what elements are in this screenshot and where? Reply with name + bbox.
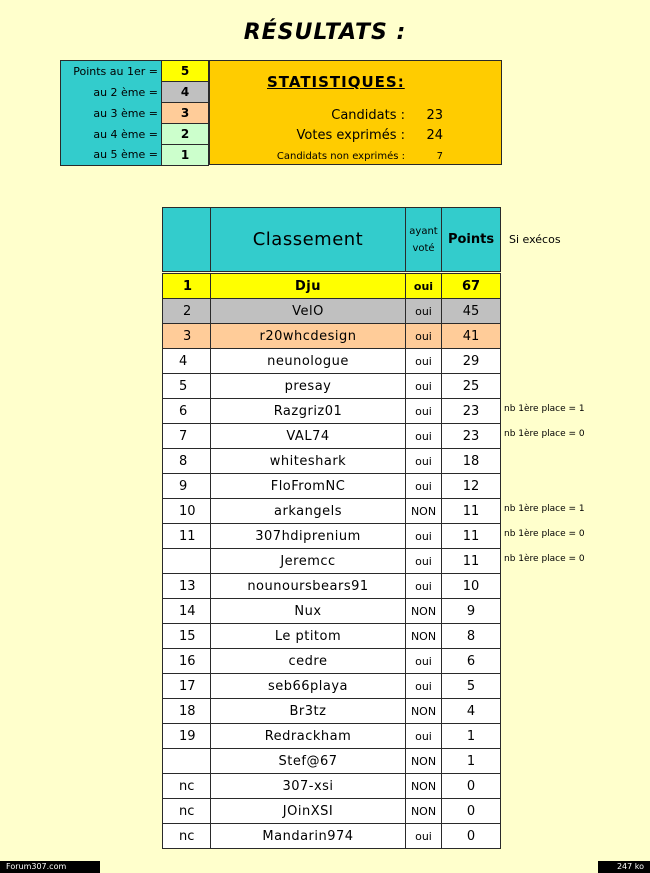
row-voted: oui	[406, 824, 442, 849]
footer-site: Forum307.com	[0, 861, 100, 873]
table-row	[163, 649, 501, 674]
row-points: 0	[442, 774, 501, 799]
row-points: 23	[442, 424, 501, 449]
table-row	[163, 599, 501, 624]
legend-label: au 3 ème =	[61, 103, 162, 124]
row-points: 4	[442, 699, 501, 724]
table-row	[163, 324, 501, 349]
row-name: VAL74	[211, 424, 406, 449]
table-row	[163, 549, 501, 574]
row-points: 29	[442, 349, 501, 374]
row-rank: 1	[163, 274, 211, 299]
row-rank: 7	[163, 424, 211, 449]
row-name: 307-xsi	[211, 774, 406, 799]
row-name: nounoursbears91	[211, 574, 406, 599]
row-points: 1	[442, 749, 501, 774]
row-points: 12	[442, 474, 501, 499]
row-name: arkangels	[211, 499, 406, 524]
row-points: 18	[442, 449, 501, 474]
table-row	[163, 674, 501, 699]
row-rank: nc	[163, 799, 211, 824]
row-voted: NON	[406, 599, 442, 624]
row-name: Razgriz01	[211, 399, 406, 424]
row-rank: 10	[163, 499, 211, 524]
row-name: Nux	[211, 599, 406, 624]
legend-value: 5	[162, 61, 209, 82]
table-row	[163, 824, 501, 849]
row-rank	[163, 549, 211, 574]
footer-size: 247 ko	[598, 861, 650, 873]
row-name: Mandarin974	[211, 824, 406, 849]
table-row	[163, 699, 501, 724]
row-rank: 6	[163, 399, 211, 424]
table-row	[163, 474, 501, 499]
legend-value: 4	[162, 82, 209, 103]
row-name: JOinXSI	[211, 799, 406, 824]
header-voted: ayant voté	[406, 208, 442, 272]
row-points: 11	[442, 499, 501, 524]
row-name: FloFromNC	[211, 474, 406, 499]
legend-row	[61, 61, 209, 82]
row-rank: 13	[163, 574, 211, 599]
note: nb 1ère place = 0	[504, 529, 585, 539]
header-classement: Classement	[211, 208, 406, 272]
row-voted: oui	[406, 299, 442, 324]
row-name: 307hdiprenium	[211, 524, 406, 549]
row-name: Dju	[211, 274, 406, 299]
page-title: RÉSULTATS :	[243, 20, 407, 45]
stat-non-exprimes-value: 7	[436, 151, 443, 162]
table-row	[163, 774, 501, 799]
row-points: 8	[442, 624, 501, 649]
row-voted: NON	[406, 699, 442, 724]
row-voted: oui	[406, 574, 442, 599]
row-points: 10	[442, 574, 501, 599]
row-voted: oui	[406, 374, 442, 399]
row-voted: oui	[406, 449, 442, 474]
stat-candidats-label: Candidats :	[331, 108, 405, 123]
note: nb 1ère place = 1	[504, 504, 585, 514]
row-points: 23	[442, 399, 501, 424]
row-points: 0	[442, 799, 501, 824]
row-rank: 15	[163, 624, 211, 649]
row-name: cedre	[211, 649, 406, 674]
row-points: 1	[442, 724, 501, 749]
legend-value: 3	[162, 103, 209, 124]
row-voted: oui	[406, 349, 442, 374]
row-rank: 8	[163, 449, 211, 474]
row-rank	[163, 749, 211, 774]
legend-label: Points au 1er =	[61, 61, 162, 82]
row-voted: oui	[406, 399, 442, 424]
statistics-heading: STATISTIQUES:	[267, 73, 405, 91]
row-rank: 3	[163, 324, 211, 349]
legend-row	[61, 145, 209, 166]
table-row	[163, 574, 501, 599]
table-row	[163, 424, 501, 449]
table-row	[163, 399, 501, 424]
row-rank: 4	[163, 349, 211, 374]
row-name: r20whcdesign	[211, 324, 406, 349]
row-rank: nc	[163, 824, 211, 849]
legend-value: 2	[162, 124, 209, 145]
row-name: Redrackham	[211, 724, 406, 749]
row-rank: 5	[163, 374, 211, 399]
row-voted: NON	[406, 799, 442, 824]
row-points: 67	[442, 274, 501, 299]
stat-votes-value: 24	[426, 128, 443, 143]
row-name: Br3tz	[211, 699, 406, 724]
row-voted: NON	[406, 499, 442, 524]
row-points: 41	[442, 324, 501, 349]
legend-row	[61, 103, 209, 124]
stat-candidats-value: 23	[426, 108, 443, 123]
row-voted: oui	[406, 424, 442, 449]
row-points: 25	[442, 374, 501, 399]
row-points: 11	[442, 524, 501, 549]
table-row	[163, 374, 501, 399]
row-voted: oui	[406, 474, 442, 499]
row-rank: 16	[163, 649, 211, 674]
header-points: Points	[442, 208, 501, 272]
row-rank: 17	[163, 674, 211, 699]
table-row	[163, 349, 501, 374]
row-voted: NON	[406, 624, 442, 649]
row-name: Jeremcc	[211, 549, 406, 574]
row-voted: oui	[406, 674, 442, 699]
table-row	[163, 274, 501, 299]
row-points: 5	[442, 674, 501, 699]
header-rank	[163, 208, 211, 272]
table-row	[163, 499, 501, 524]
row-rank: 18	[163, 699, 211, 724]
row-name: whiteshark	[211, 449, 406, 474]
row-points: 6	[442, 649, 501, 674]
stat-votes-label: Votes exprimés :	[296, 128, 405, 143]
row-points: 0	[442, 824, 501, 849]
legend-label: au 2 ème =	[61, 82, 162, 103]
row-points: 11	[442, 549, 501, 574]
row-rank: 2	[163, 299, 211, 324]
table-row	[163, 624, 501, 649]
row-name: Stef@67	[211, 749, 406, 774]
stat-non-exprimes-label: Candidats non exprimés :	[276, 151, 405, 162]
row-rank: 9	[163, 474, 211, 499]
table-row	[163, 299, 501, 324]
legend-row	[61, 82, 209, 103]
row-rank: 19	[163, 724, 211, 749]
table-row	[163, 724, 501, 749]
row-voted: oui	[406, 649, 442, 674]
table-row	[163, 749, 501, 774]
row-voted: NON	[406, 774, 442, 799]
row-voted: oui	[406, 724, 442, 749]
note: nb 1ère place = 0	[504, 554, 585, 564]
statistics-panel	[209, 60, 502, 165]
row-voted: oui	[406, 524, 442, 549]
row-name: VelO	[211, 299, 406, 324]
legend-value: 1	[162, 145, 209, 166]
legend-label: au 5 ème =	[61, 145, 162, 166]
row-voted: oui	[406, 274, 442, 299]
row-voted: oui	[406, 549, 442, 574]
legend-row	[61, 124, 209, 145]
row-points: 9	[442, 599, 501, 624]
row-name: Le ptitom	[211, 624, 406, 649]
row-rank: 14	[163, 599, 211, 624]
row-name: presay	[211, 374, 406, 399]
table-row	[163, 449, 501, 474]
row-rank: nc	[163, 774, 211, 799]
table-row	[163, 799, 501, 824]
row-points: 45	[442, 299, 501, 324]
results-table	[162, 207, 501, 849]
row-voted: NON	[406, 749, 442, 774]
results-header-row	[163, 208, 501, 272]
points-legend	[60, 60, 209, 166]
legend-label: au 4 ème =	[61, 124, 162, 145]
row-rank: 11	[163, 524, 211, 549]
table-row	[163, 524, 501, 549]
row-name: seb66playa	[211, 674, 406, 699]
notes-heading: Si exécos	[509, 233, 561, 246]
note: nb 1ère place = 0	[504, 429, 585, 439]
row-name: neunologue	[211, 349, 406, 374]
row-voted: oui	[406, 324, 442, 349]
note: nb 1ère place = 1	[504, 404, 585, 414]
